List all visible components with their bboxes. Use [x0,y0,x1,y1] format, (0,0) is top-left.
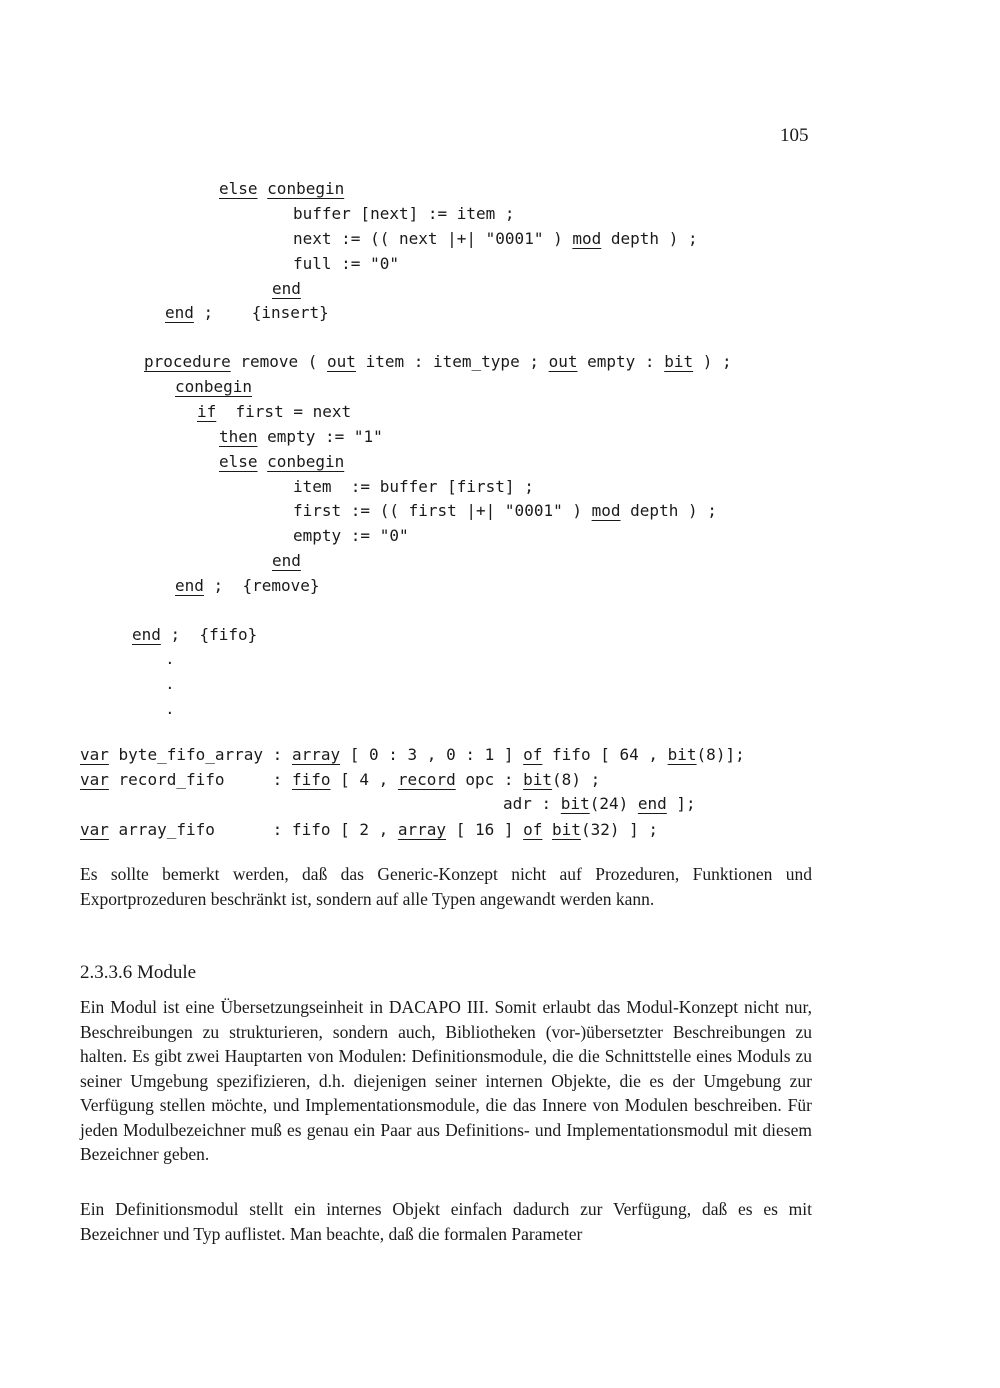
code-text: ; {insert} [193,303,329,322]
page-number: 105 [780,125,809,146]
keyword-out: out [548,352,578,371]
code-line: empty := "0" [293,526,409,545]
code-text: (24) [589,794,638,813]
code-text: ; {remove} [203,576,320,595]
code-line [175,375,252,399]
code-text: ) ; [693,352,732,371]
code-line [80,818,658,842]
code-text: empty : [577,352,665,371]
keyword-var: var [80,820,109,839]
code-line: item := buffer [first] ; [293,477,534,496]
section-heading: 2.3.3.6 Module [80,962,197,983]
keyword-procedure: procedure [144,352,231,371]
ellipsis-dot: · [167,653,173,674]
code-line: full := "0" [293,254,399,273]
code-line [165,301,329,325]
code-line [293,499,717,523]
code-line [80,743,745,767]
keyword-bit: bit [552,820,581,839]
keyword-var: var [80,745,109,764]
code-line [293,227,698,251]
keyword-end: end [637,794,667,813]
keyword-end: end [132,625,161,644]
keyword-else: else [219,179,258,198]
code-text: record_fifo : [108,770,292,789]
keyword-fifo: fifo [291,770,331,789]
code-text: depth ) ; [601,229,698,248]
keyword-mod: mod [572,229,602,248]
code-line [80,768,600,792]
code-text: ; {fifo} [160,625,258,644]
ellipsis-dot: · [167,703,173,724]
keyword-else: else [219,452,258,471]
ellipsis-dot: · [167,678,173,699]
keyword-end: end [165,303,194,322]
paragraph: Es sollte bemerkt werden, daß das Generic-Konzept nicht auf Prozeduren, Funktionen und Exportprozeduren beschränkt ist, sondern auf alle Typen angewandt werden kann. [80,864,812,909]
code-line [197,400,351,424]
code-text: first := (( first |+| "0001" ) [293,501,592,520]
code-text: array_fifo : fifo [ 2 , [108,820,398,839]
code-text [542,820,552,839]
keyword-conbegin: conbegin [267,179,345,198]
code-text: (32) ] ; [580,820,658,839]
code-text: adr : [503,794,561,813]
keyword-mod: mod [591,501,621,520]
code-text: next := (( next |+| "0001" ) [293,229,573,248]
keyword-conbegin: conbegin [267,452,345,471]
keyword-var: var [80,770,109,789]
keyword-bit: bit [560,794,590,813]
code-line [132,623,257,647]
code-text: item : item_type ; [355,352,549,371]
keyword-if: if [197,402,217,421]
code-text: [ 16 ] [446,820,524,839]
keyword-bit: bit [523,770,553,789]
code-text: [ 4 , [330,770,398,789]
code-line [272,549,301,573]
paragraph: Ein Definitionsmodul stellt ein internes Objekt einfach dadurch zur Verfügung, daß es es mit Bezeichner und Typ auflistet. Man beachte, daß die formalen Parameter [80,1199,812,1244]
keyword-conbegin: conbegin [175,377,253,396]
code-text: empty := "1" [257,427,383,446]
code-text: fifo [ 64 , [542,745,668,764]
keyword-bit: bit [664,352,694,371]
keyword-array: array [291,745,341,764]
code-text: ]; [666,794,696,813]
code-line [144,350,732,374]
code-line [503,792,696,816]
code-line [219,425,383,449]
code-text: [ 0 : 3 , 0 : 1 ] [340,745,524,764]
paragraph: Ein Modul ist eine Übersetzungseinheit in DACAPO III. Somit erlaubt das Modul-Konzept nicht nur, Beschreibungen zu strukturieren, sondern auch, Bibliotheken (vor-)übersetzter Beschreibungen zu halten. Es gibt zwei Hauptarten von Modulen: Definitionsmodule, die die Schnittstelle eines Moduls zu seiner Umgebung spezifizieren, d.h. diejenigen seiner internen Objekte, die es der Umgebung zur Verfügung stellen möchte, und Implementationsmodule, die das Innere von Modulen beschreiben. Für jeden Modulbezeichner muß es genau ein Paar aus Definitions- und Implementationsmodul mit diesem Bezeichner geben. [80,997,812,1164]
code-text: byte_fifo_array : [108,745,292,764]
keyword-bit: bit [667,745,697,764]
code-line [272,277,301,301]
keyword-of: of [523,820,543,839]
code-text: (8)]; [696,745,745,764]
keyword-end: end [272,551,301,570]
keyword-end: end [272,279,301,298]
keyword-end: end [175,576,204,595]
keyword-array: array [397,820,447,839]
code-text: first = next [216,402,352,421]
keyword-then: then [219,427,258,446]
keyword-out: out [327,352,356,371]
code-text: opc : [455,770,524,789]
code-text: remove ( [230,352,328,371]
keyword-record: record [397,770,456,789]
code-line [219,177,344,201]
code-line: buffer [next] := item ; [293,204,515,223]
code-text: (8) ; [552,770,601,789]
code-text: depth ) ; [620,501,717,520]
code-line [175,574,320,598]
code-line [219,450,344,474]
keyword-of: of [523,745,543,764]
